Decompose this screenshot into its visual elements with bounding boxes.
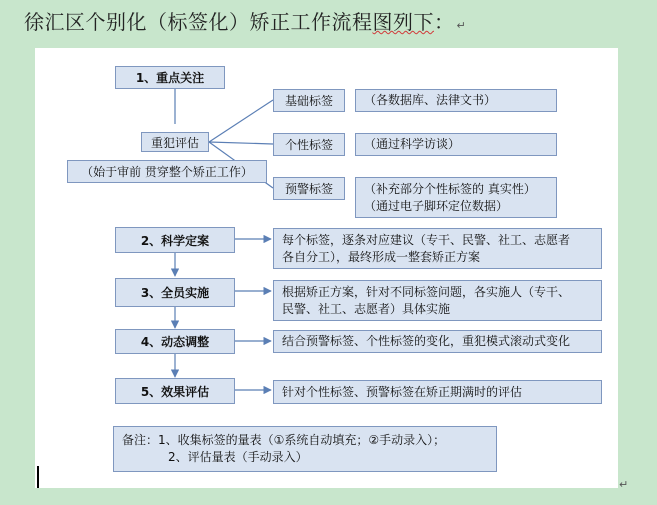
step-desc-5-text: 针对个性标签、预警标签在矫正期满时的评估: [282, 384, 523, 399]
hub-box: [141, 132, 209, 152]
flowchart-image: [35, 48, 618, 488]
tag-name-warning: 预警标签: [284, 182, 333, 196]
tag-desc-personal-text: （通过科学访谈）: [364, 137, 461, 151]
tag-box-personal: [273, 133, 345, 156]
connector-hub-basic: [209, 100, 273, 142]
step-desc-2-line-1: 每个标签，逐条对应建议（专干、民警、社工、志愿者: [282, 233, 571, 247]
step-title-4: 4、动态调整: [140, 335, 210, 349]
step-box-4: [115, 329, 235, 354]
focus-title: 1、重点关注: [135, 71, 205, 85]
heading-colon: ：: [434, 10, 455, 34]
document-heading: [24, 6, 466, 35]
paragraph-mark-icon: ↵: [456, 19, 467, 32]
step-box-5: [115, 378, 235, 404]
step-box-3: [115, 278, 235, 307]
step-title-5: 5、效果评估: [140, 384, 210, 399]
hub-label: 重犯评估: [150, 135, 199, 150]
tag-name-personal: 个性标签: [284, 138, 333, 152]
tag-desc-basic: [355, 89, 557, 112]
heading-text-spellcheck: 图列下: [372, 10, 434, 34]
scope-box: [67, 160, 267, 183]
tag-desc-warning-line-2: （通过电子脚环定位数据）: [364, 199, 509, 213]
scope-label: （始于审前 贯穿整个矫正工作）: [81, 165, 253, 179]
heading-text: 徐汇区个别化（标签化）矫正工作流程: [24, 10, 373, 34]
connector-hub-personal: [209, 142, 273, 144]
text-cursor: [37, 466, 39, 488]
tag-desc-warning: [355, 177, 557, 218]
tag-desc-personal: [355, 133, 557, 156]
step-title-3: 3、全员实施: [140, 286, 210, 300]
step-desc-3-line-2: 民警、社工、志愿者）具体实施: [282, 302, 451, 316]
step-desc-3: [273, 280, 602, 321]
tag-box-warning: [273, 177, 345, 200]
step-title-2: 2、科学定案: [140, 233, 210, 248]
tag-desc-basic-text: （各数据库、法律文书）: [364, 93, 497, 107]
step-desc-4: [273, 330, 602, 353]
note-line-1: 备注：1、收集标签的量表（①系统自动填充；②手动录入）；: [122, 433, 446, 447]
note-box: [113, 426, 497, 472]
step-desc-3-line-1: 根据矫正方案，针对不同标签问题，各实施人（专干、: [282, 285, 571, 299]
tag-name-basic: 基础标签: [284, 94, 333, 108]
step-desc-4-text: 结合预警标签、个性标签的变化，重犯模式滚动式变化: [282, 334, 571, 348]
step-desc-5: [273, 380, 602, 404]
tag-desc-warning-line-1: （补充部分个性标签的 真实性）: [364, 182, 536, 196]
note-line-2: 2、评估量表（手动录入）: [168, 450, 308, 464]
focus-title-box: [115, 66, 225, 89]
tag-box-basic: [273, 89, 345, 112]
step-desc-2-line-2: 各自分工），最终形成一整套矫正方案: [282, 250, 481, 264]
step-desc-2: [273, 228, 602, 269]
step-box-2: [115, 227, 235, 253]
paragraph-mark-icon: ↵: [619, 478, 629, 491]
